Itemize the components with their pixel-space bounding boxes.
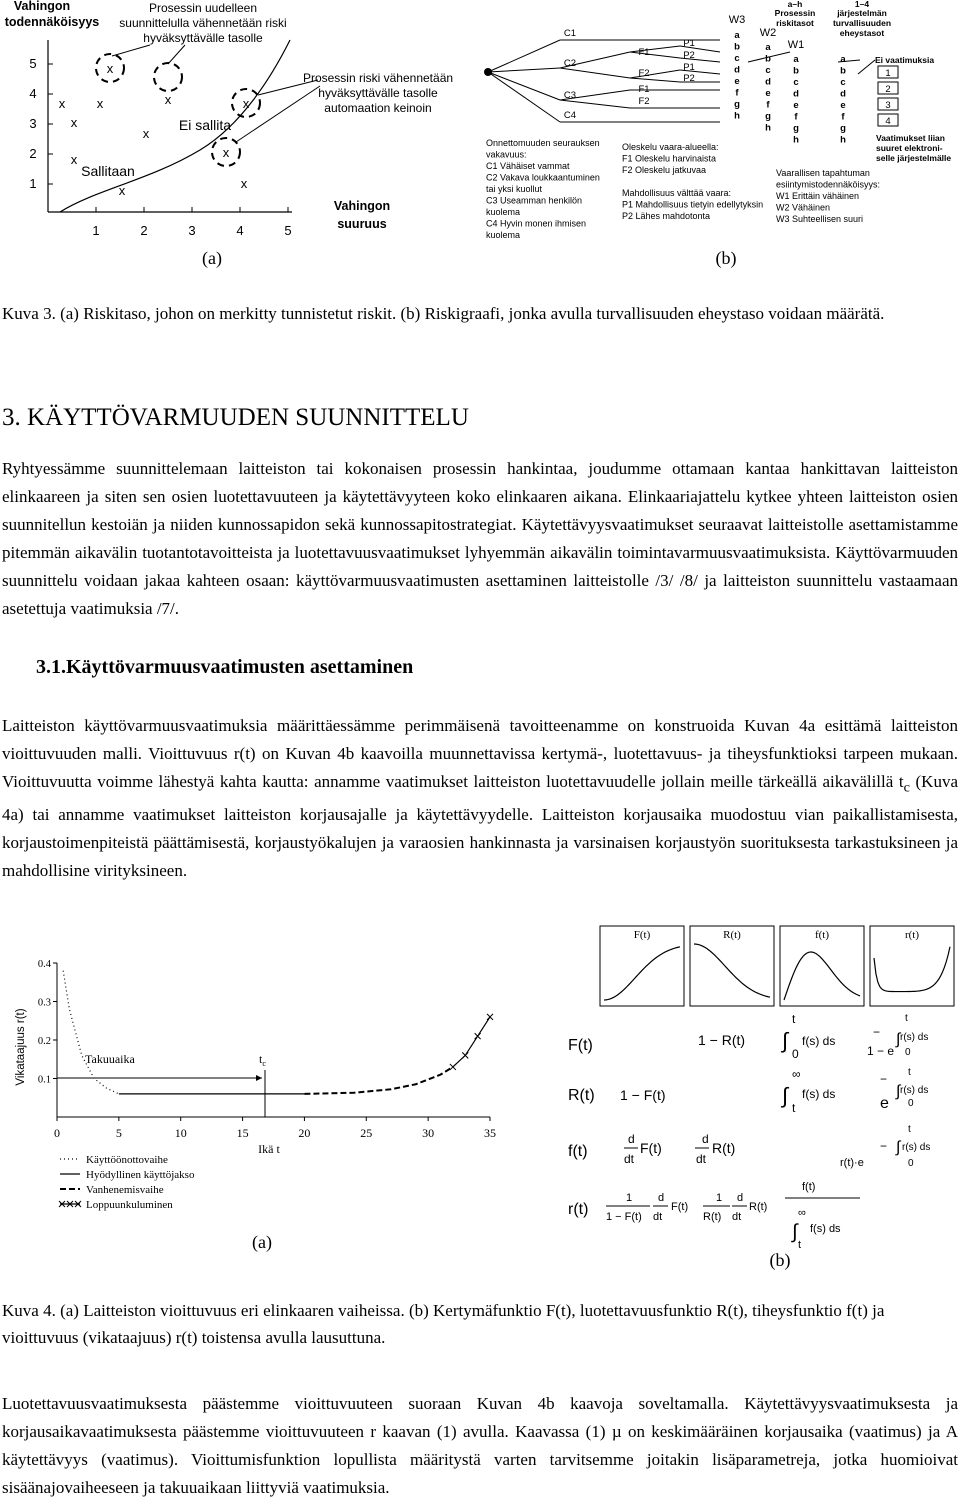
fig4a-tc-label: $t_c$ [259,1052,266,1068]
fig3b-c-legend-line: tai yksi kuollut [486,184,543,194]
fig4b-dt: dt [696,1152,707,1166]
fig3a-xtick-2: 2 [140,223,148,238]
fig3b-vaatimukset-2: suuret elektroni- [876,143,943,153]
fig3b-w-legend-line: W3 Suhteellisen suuri [776,214,864,224]
fig4b-integral-sign: ∫ [782,1083,789,1108]
fig3b-w2-col-item: d [765,76,771,88]
fig3b-fp-legend [622,142,763,221]
fig4b-mini-plot-title: f(t) [814,929,830,941]
section-3-paragraph: Ryhtyessämme suunnittelemaan laitteiston tai kokonaisen prosessin hankintaa, joudumme ottamaan kantaa hankittavan laitteiston elinkaareen ja siten sen osien luotettavuuteen ja käytettävyyteen koko elinkaaren aikana. Elinkaariajattelu kytkee yhteen laitteiston osien suunnitellun kestoiän ja niiden kunnossapidon sekä kunnossapitostrategiat. Käytettävyysvaatimukset seuraavat laitteistolle asettamistamme pitemmän aikavälin tuotantotavoitteista ja luotettavuusvaatimukset lyhyemmän aikavälin toimintavarmuusvaatimuksista. Käyttövarmuuden suunnittelu voidaan jakaa kahteen osaan: käyttövarmuusvaatimusten asettaminen laitteistolle /3/ /8/ ja laitteiston suunnittelu vastaamaan asetettuja vaatimuksia /7/. [2,459,958,618]
fig3b-w1: W1 [787,39,805,51]
fig3b-panel-label: (b) [715,248,737,268]
fig4b-dt: dt [624,1152,635,1166]
fig4a-ytick-label: 0.3 [37,997,51,1009]
fig3b-w3-col-item: f [735,87,739,99]
fig3b-c3: C3 [563,90,577,101]
fig4b-mini-plot-title: R(t) [723,929,741,941]
fig3a-ytick-1: 1 [29,176,37,191]
fig4b-t: t [798,1239,802,1251]
fig3a-ytick-5: 5 [29,56,37,71]
fig4b-F-from-r-exp: r(s) ds [900,1032,929,1043]
fig4b-panel-label: (b) [769,1250,791,1270]
fig3b-w3-col-item: h [734,110,740,122]
fig4a-xtick-label: 0 [54,1126,60,1140]
fig3b-tree-lines [488,40,875,122]
fig3b-sil-col-item: g [840,123,846,134]
fig4a-legend-label: Vanhenemisvaihe [86,1184,164,1196]
fig3b-sil-col-item: b [840,65,846,77]
fig4b-F-from-R: 1 − R(t) [698,1032,746,1048]
fig4b-r-from-F: F(t) [671,1201,689,1213]
fig3b-sil-header-4: eheystasot [839,28,885,38]
fig3b-sil-2: 2 [885,84,891,95]
fig3b-f2b: F2 [638,96,650,107]
fig3a-panel-label: (a) [202,248,222,268]
fig4b-row-head-r: r(t) [568,1201,589,1218]
figure-3-caption: Kuva 3. (a) Riskitaso, johon on merkitty tunnistetut riskit. (b) Riskigraafi, jonka avulla turvallisuuden eheystaso voidaan määrätä. [2,304,885,323]
fig3a-marker: x [222,145,230,160]
fig4b-mini-plot-curve [694,944,770,997]
fig4b-integral-sign: ∫ [792,1221,798,1243]
fig3b-c-legend-line: kuolema [486,207,521,217]
fig3b-vaatimukset-1: Vaatimukset liian [876,133,945,143]
fig3b-w1-col-item: h [793,134,799,146]
fig4b-mini-plot-title: r(t) [904,929,920,941]
fig4a-legend-label: Hyödyllinen käyttöjakso [86,1169,195,1181]
fig3b-p2b: P2 [683,73,695,84]
fig4b-integral-sign: ∫ [782,1028,789,1053]
fig3b-p1b: P1 [683,62,695,73]
fig4b-mini-plot-curve [604,947,680,1000]
fig4b-d: d [702,1132,709,1146]
fig4b-zero: 0 [905,1047,911,1058]
fig3b-w1-col-item: b [793,65,799,77]
fig3b-w-legend-line: esiintymistodennäköisyys: [776,179,881,190]
fig4b-t: t [792,1101,796,1115]
fig4b-f-from-F: F(t) [640,1140,662,1156]
fig4b-F-from-f: f(s) ds [802,1034,836,1048]
fig4a-legend-label: Loppuunkuluminen [86,1199,173,1211]
fig3b-w3-col-item: c [734,53,740,64]
fig4b-f-from-r-exp: r(s) ds [902,1142,931,1153]
fig3b-vaatimukset-3: selle järjestelmälle [876,153,952,163]
fig3a-marker: x [70,152,78,167]
fig4b-zero: 0 [908,1098,914,1109]
fig3b-sil-3: 3 [885,100,891,111]
fig4a-point-marker [475,1033,481,1039]
fig3b-w1-col-item: e [793,100,799,111]
fig4a-xtick-label: 10 [174,1126,187,1140]
fig3b-w-legend-line: W1 Erittäin vähäinen [776,191,860,201]
fig4b-t: t [908,1067,911,1078]
fig3a-circled-risk-2 [154,63,182,91]
fig3b-sil-col-item: a [840,54,846,65]
fig4b-inf: ∞ [792,1067,801,1081]
fig4b-f-from-R: R(t) [712,1140,736,1156]
fig3a-ylabel-line1: Vahingon [13,0,71,13]
fig3b-w2-col-item: b [765,53,771,65]
fig4b-F-from-r-base: 1 − e [867,1044,895,1058]
fig4b-r-from-f-num: f(t) [802,1181,816,1193]
fig4a-xtick-label: 35 [484,1126,496,1140]
fig3b-fp-legend-line: F1 Oleskelu harvinaista [622,153,717,164]
fig3a-top-label-3: hyväksyttävälle tasolle [143,31,263,45]
closing-paragraph: Luotettavuusvaatimuksesta päästemme vioittuvuuteen suoraan Kuvan 4b kaavoja soveltamalla. Käytettävyysvaatimuksesta ja korjausaikavaatimuksesta päästemme vioittuvuuteen r kaavan (1) avulla. Kaavassa (1) µ on keskimääräinen korjausaika (vaatimus) ja A käytettävyys (vaatimus). Vioittumisfunktion lopullista määritystä varten tarvitsemme joitakin lisäparametreja, jotka huomioivat sisäänajovaiheeseen ja takuuaikaan liittyviä vaatimuksia. [2,1394,958,1497]
fig4b-Rt: R(t) [703,1211,722,1223]
fig3b-sil-header-1: 1–4 [854,0,870,9]
fig4b-dt: dt [653,1211,663,1223]
fig3b-w-legend-line: Vaarallisen tapahtuman [776,168,870,178]
fig3a-xtick-5: 5 [284,223,292,238]
fig3a-top-label-2: suunnittelulla vähennetään riski [119,16,287,30]
fig3b-f1: F1 [638,47,650,58]
fig3a-marker: x [70,115,78,130]
fig3a-marker: x [164,92,172,107]
fig3b-w1-col-item: g [793,123,799,134]
figure-4-caption: Kuva 4. (a) Laitteiston vioittuvuus eri elinkaaren vaiheissa. (b) Kertymäfunktio F(t), luotettavuusfunktio R(t), tiheysfunktio f(t) ja vioittuvuus (vikataajuus) r(t) toistensa avulla lausuttuna. [2,1301,885,1347]
fig3a-xlabel-2: suuruus [337,217,387,231]
fig4a-xtick-label: 30 [422,1126,435,1140]
fig4b-d: d [628,1132,635,1146]
fig3b-w3-col-item: d [734,64,740,76]
fig3b-w3-col-item: a [734,30,740,41]
fig4b-R-from-F: 1 − F(t) [620,1087,666,1103]
fig3b-c-legend-line: C3 Useamman henkilön [486,195,583,206]
fig3a-marker: x [240,176,248,191]
fig4b-inf: ∞ [798,1207,806,1219]
fig3b-c1: C1 [563,28,577,39]
fig3b-sil-header-3: turvallisuuden [832,18,892,28]
fig4a-ytick-label: 0.4 [37,959,51,970]
fig4a-takuuaika: Takuuaika [85,1052,135,1066]
fig3a-marker: x [58,96,66,111]
section-3-heading: 3. KÄYTTÖVARMUUDEN SUUNNITTELU [2,404,469,431]
fig3b-w2-col-item: h [765,122,771,134]
fig4b-row-head-f: f(t) [568,1143,588,1160]
fig4b-r-from-R: R(t) [749,1201,768,1213]
fig3b-f2: F2 [638,68,650,79]
fig3a-marker: x [142,126,150,141]
fig3b-ah-header: a–h [787,0,803,9]
fig4b-R-from-f: f(s) ds [802,1087,836,1101]
fig4a-point-marker [450,1064,456,1070]
fig4b-integral-sign: ∫ [896,1083,901,1100]
fig3b-sil-col-item: d [840,88,846,100]
fig4b-zero: 0 [908,1158,914,1169]
fig4b-dt: dt [732,1211,742,1223]
fig3a-right-label-1: Prosessin riski vähennetään [302,71,454,85]
fig4b-mini-plot-curve [874,947,950,992]
section-3-1-paragraph: Laitteiston käyttövarmuusvaatimuksia määrittäessämme perimmäisenä tavoitteenamme on konstruoida Kuvan 4a esittämä laitteiston vioittuvuuden malli. Vioittuvuus r(t) on Kuvan 4b kaavoilla muunnettavissa kertymä-, luotettavuus- ja tiheysfunktioksi tarpeen mukaan. Vioittuvuutta voimme lähestyä kahta kautta: annamme vaatimukset laitteiston luotettavuudelle jollain meille tärkeällä aikavälillä $t_c$ (Kuva 4a) tai annamme vaatimukset laitteiston korjausajalle ja käytettävyydelle. Laitteiston korjausaika muodostuu vian paikallistamisesta, korjaustoimenpiteistä päättämisestä, korjaustyökalujen ja varaosien hankinnasta ja varsinaisen korjaustyön suorituksesta tarkastuksineen ja mahdollisine virityksineen. [2,716,959,881]
fig4b-f-from-r-base: r(t)·e [840,1157,864,1169]
fig3a-ytick-2: 2 [29,146,37,161]
fig3b-fp-legend-line: P1 Mahdollisuus tietyin edellytyksin [622,199,764,210]
fig4a-xtick-label: 15 [236,1126,249,1140]
fig3a-marker: x [96,96,104,111]
fig4a-series-3 [304,1067,452,1094]
fig3b-w3: W3 [728,14,746,26]
fig4a-xlabel: Ikä t [258,1142,280,1156]
fig4b-minus: − [880,1072,888,1086]
fig3b-w3-col-item: b [734,41,740,53]
fig3b-fp-legend-line: P2 Lähes mahdotonta [622,211,711,221]
fig4a-ytick-label: 0.1 [37,1074,51,1086]
fig3b-w1-col-item: a [793,54,799,65]
fig3b-c-legend-line: C4 Hyvin monen ihmisen [486,218,587,229]
fig3b-sil-4: 4 [885,116,891,127]
figure-4a-chart [0,930,520,1260]
fig4a-legend-label: Käyttöönottovaihe [86,1154,168,1166]
fig3b-p1: P1 [683,38,695,49]
section-3-1-heading: 3.1.Käyttövarmuusvaatimusten asettaminen [36,656,414,678]
fig4b-mini-plot-curve [784,952,860,1000]
fig3b-c4: C4 [563,110,577,121]
fig3b-p2: P2 [683,50,695,61]
fig3b-c-legend-line: C1 Vähäiset vammat [486,161,570,171]
fig4b-d: d [737,1192,744,1204]
fig3a-xtick-3: 3 [188,223,196,238]
fig3b-w2-col-item: a [765,42,771,53]
fig4b-mini-plot-title: F(t) [633,929,651,941]
fig3b-w1-col-item: d [793,88,799,100]
figure-4b-formulas [540,918,960,1278]
fig3a-ylabel-line2: todennäköisyys [4,15,100,29]
fig3a-ytick-4: 4 [29,86,37,101]
fig4b-t: t [905,1013,908,1024]
fig3b-fp-legend-line: Mahdollisuus välttää vaara: [622,188,732,198]
fig3b-sil-1: 1 [885,68,891,79]
fig4b-row-head-R: R(t) [568,1087,595,1104]
fig3b-w2: W2 [759,27,777,39]
fig3b-w2-col-item: e [765,88,771,99]
fig4b-d: d [658,1192,665,1204]
fig3a-zone-ei-sallita: Ei sallita [178,117,232,133]
fig4a-point-marker [487,1014,493,1020]
fig3b-fp-legend-line: Oleskelu vaara-alueella: [622,142,719,152]
fig3b-c-legend-line: Onnettomuuden seurauksen [486,138,600,148]
fig3a-right-label-2: hyväksyttävälle tasolle [318,86,438,100]
fig3b-c2: C2 [563,58,577,69]
fig3b-sil-col-item: h [840,134,846,146]
fig3b-sil-col-item: c [840,77,846,88]
fig4b-minus: − [873,1025,881,1039]
fig4a-xtick-label: 20 [298,1126,311,1140]
fig3b-sil-header-2: järjestelmän [837,8,887,18]
fig3a-zone-sallitaan: Sallitaan [81,163,135,179]
fig3a-marker: x [106,61,114,76]
fig3b-w2-col-item: g [765,111,771,122]
fig4a-ylabel: Vikataajuus r(t) [15,1008,27,1086]
fig4b-one: 1 [626,1192,633,1204]
fig4b-R-from-r-exp: r(s) ds [900,1085,929,1096]
fig3b-w3-col-item: g [734,99,740,110]
fig3a-right-label-3: automaation keinoin [324,101,432,115]
fig4b-t: t [908,1124,911,1135]
fig3b-prosessin-1: Prosessin [774,8,816,18]
fig3b-w1-col-item: f [794,111,798,123]
fig4a-series-1 [63,971,119,1094]
fig4a-ytick-label: 0.2 [37,1036,51,1047]
fig3b-c-legend-line: vakavuus: [486,149,527,160]
fig4b-minus: − [880,1139,888,1153]
fig4b-R-from-r-base: e [880,1095,889,1112]
fig4b-one: 1 [716,1192,723,1204]
fig3b-prosessin-2: riskitasot [776,18,814,28]
fig3a-top-label-1: Prosessin uudelleen [148,1,258,15]
fig3b-w2-col-item: f [766,99,770,111]
fig4a-xtick-label: 25 [360,1126,373,1140]
fig3b-w2-col-item: c [765,65,771,76]
fig3a-xlabel-1: Vahingon [333,199,391,213]
fig3a-xtick-4: 4 [236,223,244,238]
fig3a-marker: x [242,96,250,111]
figure-3-graphics [0,0,960,275]
fig3b-w-legend [776,168,880,224]
fig3b-w-legend-line: W2 Vähäinen [776,202,831,213]
fig4a-xtick-label: 5 [115,1126,122,1140]
fig4b-row-head-F: F(t) [568,1037,593,1054]
fig4b-zero: 0 [792,1047,799,1061]
fig4b-t: t [792,1012,796,1026]
fig3a-marker: x [118,183,126,198]
fig3b-sil-col-item: e [840,100,846,111]
fig3b-sil-col-item: f [841,111,845,123]
fig3b-c-legend [486,138,600,240]
fig3b-w3-col-item: e [734,76,740,87]
fig3a-ytick-3: 3 [29,116,37,131]
fig3b-c-legend-line: kuolema [486,230,521,240]
fig4b-integral-sign: ∫ [896,1139,901,1156]
fig4b-one-minus-F: 1 − F(t) [606,1211,642,1223]
fig4a-panel-label: (a) [252,1232,272,1252]
fig3b-w1-col-item: c [793,77,799,88]
fig4b-r-from-f-den: f(s) ds [810,1223,841,1235]
fig4a-point-marker [462,1052,468,1058]
fig3a-xtick-1: 1 [92,223,100,238]
fig4b-integral-sign: ∫ [896,1031,901,1048]
fig3b-fp-legend-line: F2 Oleskelu jatkuvaa [622,165,707,175]
fig3b-c-legend-line: C2 Vakava loukkaantuminen [486,172,600,183]
fig3b-ei-vaatimuksia: Ei vaatimuksia [875,55,935,65]
fig3b-f1b: F1 [638,84,650,95]
fig4a-series-4 [453,1017,490,1067]
